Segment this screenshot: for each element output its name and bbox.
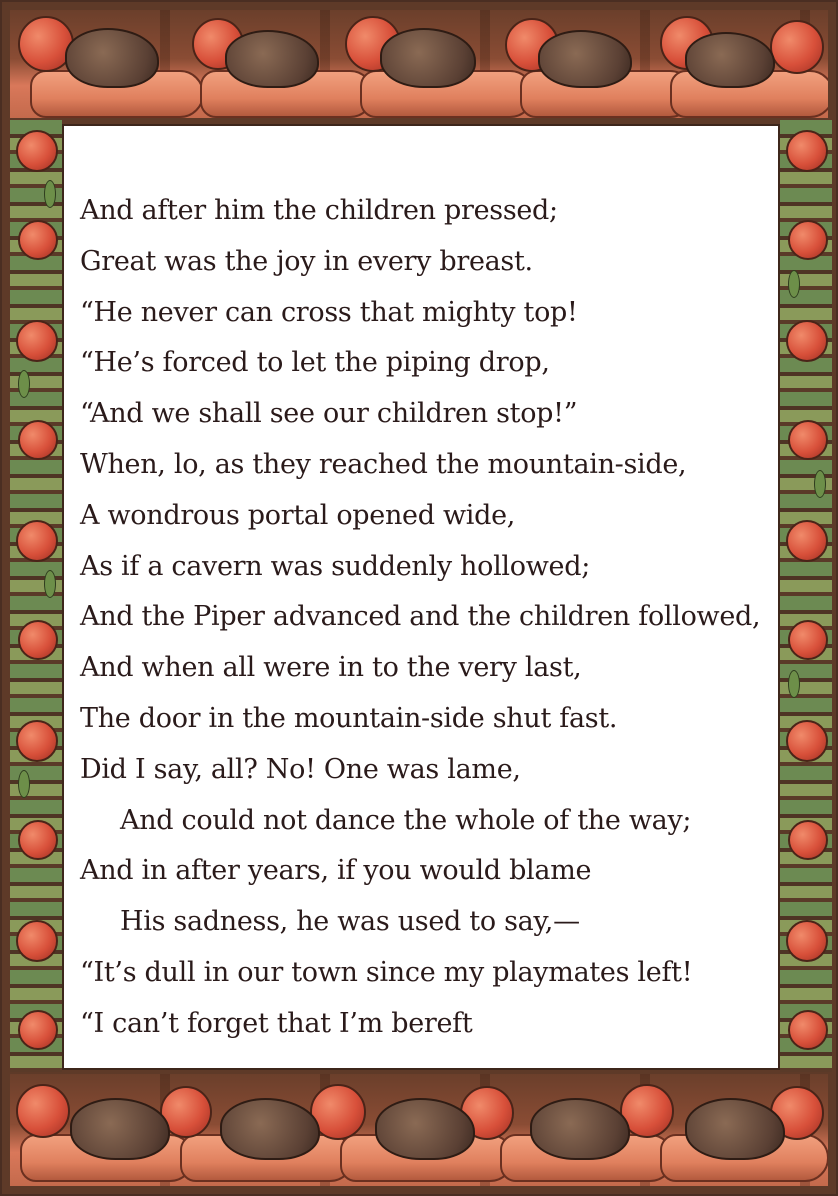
right-border-apples [780,120,832,1072]
poem-line: As if a cavern was suddenly hollowed; [80,550,590,582]
apple-icon [788,420,828,460]
leaf-icon [814,470,826,498]
mouse-icon [220,1098,320,1160]
mouse-icon [225,30,319,88]
apple-icon [16,920,58,962]
apple-icon [788,1010,828,1050]
poem-line: “I can’t forget that I’m bereft [80,1007,473,1039]
apple-icon [786,720,828,762]
poem-line: Did I say, all? No! One was lame, [80,753,521,785]
poem-line: “He’s forced to let the piping drop, [80,347,550,379]
bottom-border-mice-apples [10,1074,828,1186]
poem-line: And the Piper advanced and the children followed, [80,601,761,633]
apple-icon [786,520,828,562]
apple-icon [16,1084,70,1138]
apple-icon [786,920,828,962]
poem-line: “He never can cross that mighty top! [80,296,578,328]
mouse-icon [538,30,632,88]
poem-line: When, lo, as they reached the mountain-side, [80,448,687,480]
leaf-icon [44,180,56,208]
apple-icon [786,130,828,172]
apple-icon [18,220,58,260]
mouse-icon [685,32,775,88]
mouse-icon [70,1098,170,1160]
apple-icon [18,620,58,660]
apple-icon [786,320,828,362]
leaf-icon [788,670,800,698]
mouse-icon [380,28,476,88]
leaf-icon [18,770,30,798]
apple-icon [16,320,58,362]
mouse-icon [65,28,159,88]
poem-line: The door in the mountain-side shut fast. [80,702,618,734]
leaf-icon [18,370,30,398]
poem-line: And could not dance the whole of the way; [120,804,692,836]
apple-icon [18,1010,58,1050]
apple-icon [16,520,58,562]
apple-icon [788,620,828,660]
apple-icon [18,420,58,460]
apple-icon [788,220,828,260]
apple-icon [16,720,58,762]
poem-verse [80,186,768,1050]
mouse-icon [530,1098,630,1160]
poem-line: And when all were in to the very last, [80,652,582,684]
poem-line: And in after years, if you would blame [80,855,592,887]
apple-icon [770,20,824,74]
apple-icon [788,820,828,860]
poem-line: And after him the children pressed; [80,195,558,226]
leaf-icon [44,570,56,598]
poem-line: A wondrous portal opened wide, [80,499,516,531]
apple-icon [16,130,58,172]
text-panel [62,124,780,1070]
poem-line: His sadness, he was used to say,— [120,906,580,938]
left-border-apples [10,120,62,1072]
poem-line: “And we shall see our children stop!” [80,398,578,430]
apple-icon [18,820,58,860]
leaf-icon [788,270,800,298]
poem-line: Great was the joy in every breast. [80,245,533,277]
top-border-mice-apples [10,10,828,118]
poem-line: “It’s dull in our town since my playmates left! [80,956,693,988]
